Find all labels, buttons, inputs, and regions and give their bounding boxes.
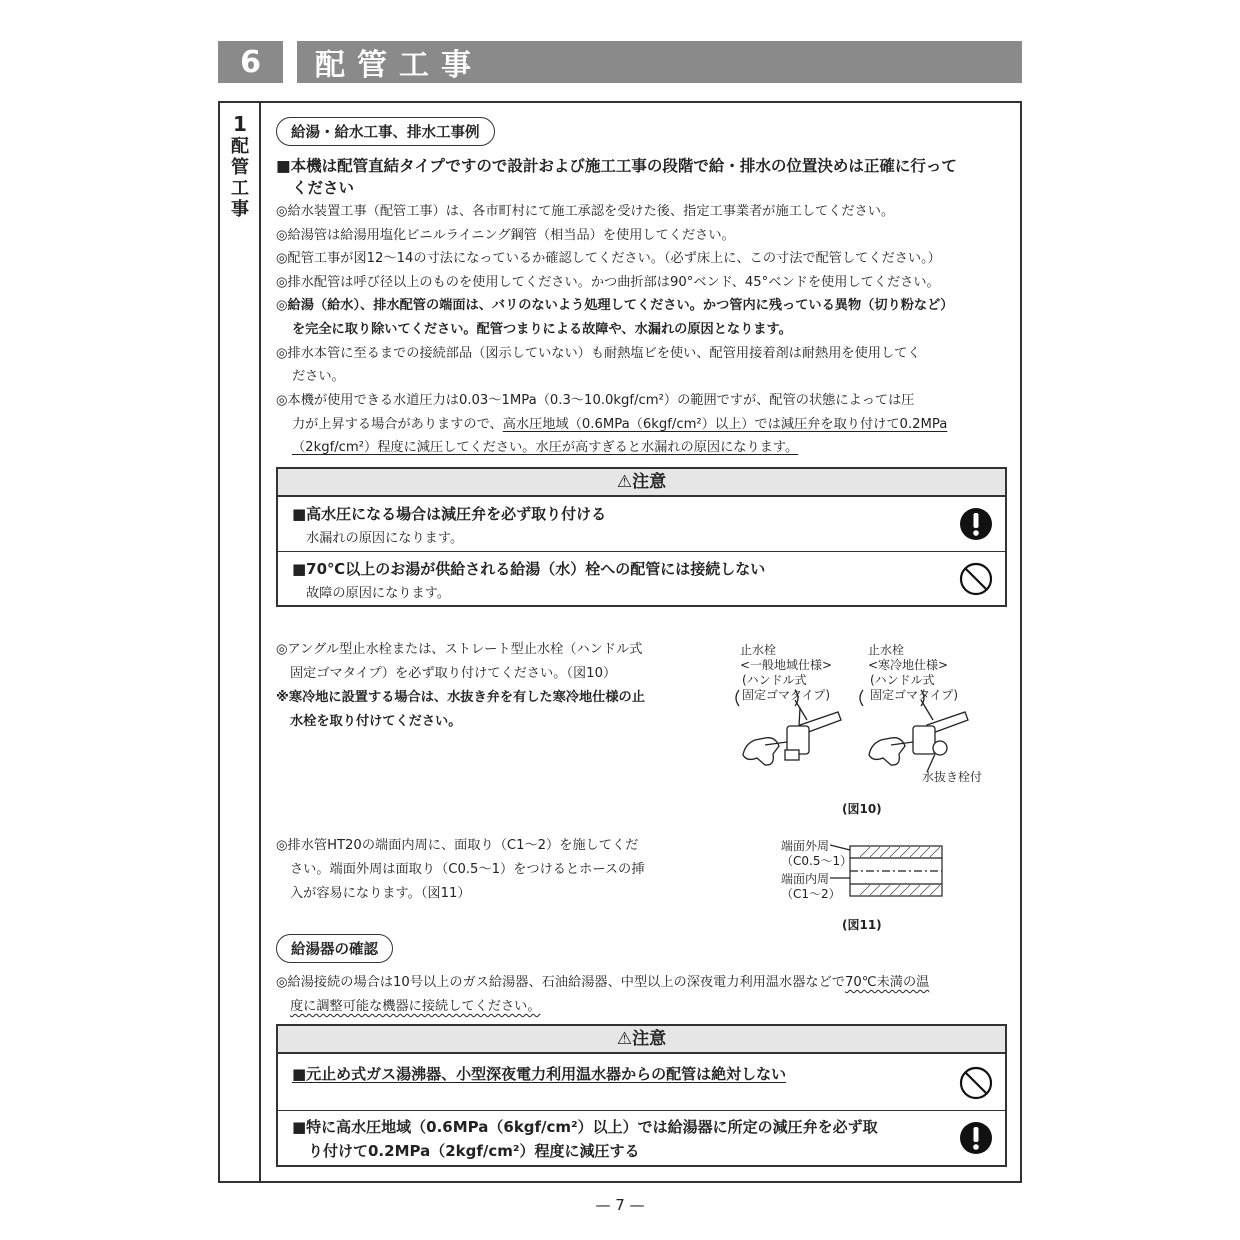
- caution-title-text: ■元止め式ガス湯沸器、小型深夜電力利用温水器からの配管は絶対しない: [292, 1065, 787, 1083]
- caution-title: ■高水圧になる場合は減圧弁を必ず取り付ける: [292, 505, 607, 523]
- caution-title: り付けて0.2MPa（2kgf/cm²）程度に減圧する: [308, 1142, 640, 1160]
- drain-text: さい。端面外周は面取り（C0.5～1）をつけるとホースの挿: [290, 862, 645, 877]
- headline-line1: ■本機は配管直結タイプですので設計および施工工事の段階で給・排水の位置決めは正確に行って: [276, 157, 957, 175]
- section-title-water-heater: 給湯器の確認: [276, 934, 393, 963]
- fig10-drain-label: 水抜き栓付: [922, 770, 983, 784]
- fig10-right-label: 固定ゴマタイプ): [870, 688, 959, 702]
- valve-text: 固定ゴマタイプ）を必ず取り付けてください。（図10）: [290, 666, 617, 681]
- caution-row: [278, 1111, 1005, 1167]
- bullet-text: ◎排水配管は呼び径以上のものを使用してください。かつ曲折部は90°ベンド、45°ベンドを使用してください。: [276, 275, 940, 290]
- valve-text-bold: 水栓を取り付けてください。: [290, 714, 462, 729]
- prohibition-icon: [959, 562, 993, 596]
- fig10-right-label: 止水栓: [868, 643, 905, 657]
- bullet-text: ださい。: [292, 369, 345, 384]
- caution-subtext: 故障の原因になります。: [306, 586, 451, 601]
- bullet-text: ◎本機が使用できる水道圧力は0.03～1MPa（0.3～10.0kgf/cm²）の範囲ですが、配管の状態によっては圧: [276, 393, 915, 408]
- fig10-caption: (図10): [842, 802, 882, 816]
- fig10-left-label: 固定ゴマタイプ): [742, 688, 831, 702]
- pressure-text: 力が上昇する場合がありますので、: [292, 417, 503, 432]
- side-title-char: 工: [231, 178, 249, 199]
- drain-pipe-chamfer-illustration: [830, 838, 945, 902]
- valve-text: ◎アングル型止水栓または、ストレート型止水栓（ハンドル式: [276, 642, 643, 657]
- fig10-left-label: (ハンドル式: [742, 673, 807, 687]
- fig10-left-label: 止水栓: [740, 643, 777, 657]
- chapter-title: 配管工事: [297, 41, 1022, 83]
- caution-box-1: [276, 467, 1007, 607]
- bullet-text: ◎給湯管は給湯用塩化ビニルライニング鋼管（相当品）を使用してください。: [276, 228, 735, 243]
- pressure-note-underlined: 高水圧地域（0.6MPa（6kgf/cm²）以上）では減圧弁を取り付けて0.2MPa: [502, 417, 948, 432]
- caution-heading: ⚠注意: [278, 1026, 1005, 1054]
- fig10-right-label: <寒冷地仕様>: [868, 658, 949, 672]
- side-title-char: 管: [231, 157, 249, 178]
- caution-row: [278, 552, 1005, 607]
- fig11-label: 端面内周: [781, 872, 830, 886]
- fig10-left-label: <一般地域仕様>: [740, 658, 833, 672]
- valve-text-bold: ※寒冷地に設置する場合は、水抜き弁を有した寒冷地仕様の止: [276, 690, 645, 705]
- heater-text-part: ◎給湯接続の場合は10号以上のガス給湯器、石油給湯器、中型以上の深夜電力利用温水器などで: [276, 975, 845, 990]
- page-number: — 7 —: [595, 1196, 645, 1214]
- bullet-text-bold: を完全に取り除いてください。配管つまりによる故障や、水漏れの原因となります。: [292, 322, 792, 337]
- caution-heading: ⚠注意: [278, 469, 1005, 497]
- fig11-label: （C1～2）: [781, 887, 841, 901]
- bullet-text: ◎給水装置工事（配管工事）は、各市町村にて施工承認を受けた後、指定工事業者が施工してください。: [276, 204, 895, 219]
- caution-row: [278, 1054, 1005, 1111]
- caution-title: ■70℃以上のお湯が供給される給湯（水）栓への配管には接続しない: [292, 560, 766, 578]
- section-title-plumbing: 給湯・給水工事、排水工事例: [276, 117, 495, 146]
- pressure-note-underlined: （2kgf/cm²）程度に減圧してください。水圧が高すぎると水漏れの原因になります。: [292, 440, 799, 455]
- bullet-text: ◎排水本管に至るまでの接続部品（図示していない）も耐熱塩ビを使い、配管用接着剤は耐熱用を使用してく: [276, 346, 921, 361]
- headline-line2: ください: [292, 179, 355, 197]
- caution-subtext: 水漏れの原因になります。: [306, 531, 464, 546]
- fig10-right-label: (ハンドル式: [870, 673, 935, 687]
- heater-text: [276, 971, 929, 995]
- caution-row: [278, 497, 1005, 552]
- caution-box-2: [276, 1024, 1007, 1167]
- stop-valve-illustration: [735, 670, 1005, 785]
- bullet-text-bold: ◎給湯（給水）、排水配管の端面は、バリのないよう処理してください。かつ管内に残っている異物（切り粉など）: [276, 298, 954, 313]
- bullet-text: ◎配管工事が図12～14の寸法になっているか確認してください。（必ず床上に、この寸法で配管してください。）: [276, 251, 941, 266]
- chapter-number: 6: [218, 41, 283, 83]
- drain-text: ◎排水管HT20の端面内周に、面取り（C1～2）を施してくだ: [276, 838, 639, 853]
- bullet-text: [292, 413, 947, 437]
- mandatory-exclamation-icon: [959, 507, 993, 541]
- side-column: [218, 101, 261, 1183]
- fig11-label: 端面外周: [781, 839, 830, 853]
- drain-text: 入が容易になります。（図11）: [290, 886, 471, 901]
- heater-text-wavy: 度に調整可能な機器に接続してください。: [290, 999, 541, 1014]
- fig11-caption: (図11): [842, 918, 882, 932]
- side-section-number: 1: [233, 112, 247, 136]
- caution-title: [292, 1063, 786, 1084]
- side-title-char: 事: [231, 199, 249, 220]
- mandatory-exclamation-icon: [959, 1121, 993, 1155]
- caution-title: ■特に高水圧地域（0.6MPa（6kgf/cm²）以上）では給湯器に所定の減圧弁を必ず取: [292, 1118, 878, 1136]
- fig11-label: （C0.5～1）: [781, 854, 853, 868]
- prohibition-icon: [959, 1066, 993, 1100]
- heater-text-wavy: 70℃未満の温: [844, 975, 930, 990]
- side-title-char: 配: [231, 136, 249, 157]
- side-section-title: [226, 136, 254, 220]
